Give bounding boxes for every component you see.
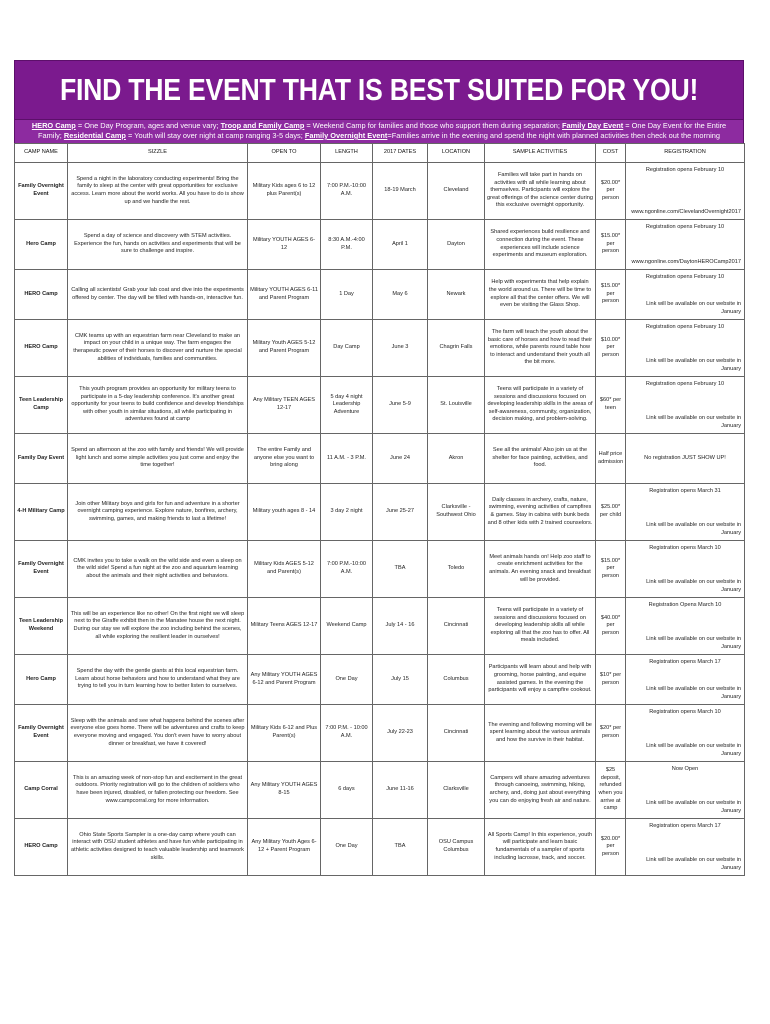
location: Dayton bbox=[428, 220, 485, 270]
registration-link[interactable]: Link will be available on our website in January bbox=[646, 800, 741, 814]
event-sheet bbox=[14, 60, 744, 1012]
table-row bbox=[15, 655, 745, 705]
registration bbox=[626, 655, 745, 705]
open-to: Any Military YOUTH AGES 8-15 bbox=[248, 762, 321, 819]
registration bbox=[626, 377, 745, 434]
open-to: Military YOUTH AGES 6-11 and Parent Program bbox=[248, 270, 321, 320]
sizzle-text: Spend the day with the gentle giants at this local equestrian farm. Learn about horse behaviors and how to understand what they are trying to tell you in turn learning how to better listen to ourselves. bbox=[68, 655, 248, 705]
registration-link[interactable]: www.ngonline.com/ClevelandOvernight2017 bbox=[631, 208, 741, 215]
sizzle-text: CMK invites you to take a walk on the wild side and even a sleep on the wild side! Spend a fun night at the zoo and aquarium learning about the animals and their night activities and behaviors. bbox=[68, 541, 248, 598]
registration-note: No registration JUST SHOW UP! bbox=[644, 454, 726, 461]
registration bbox=[626, 598, 745, 655]
event-dates: June 3 bbox=[373, 320, 428, 377]
cost: $20.00* per person bbox=[596, 163, 626, 220]
open-to: Military Kids AGES 5-12 and Parent(s) bbox=[248, 541, 321, 598]
event-dates: April 1 bbox=[373, 220, 428, 270]
legend-term: Family Day Event bbox=[562, 121, 624, 130]
event-dates: July 14 - 16 bbox=[373, 598, 428, 655]
intro-legend bbox=[14, 120, 744, 143]
sizzle-text: Join other Military boys and girls for fun and adventure in a shorter overnight camping experience. Explore nature, bonfires, archery, swimming, games, and making friends to last a lifetime! bbox=[68, 484, 248, 541]
location: Newark bbox=[428, 270, 485, 320]
legend-definition: =Families arrive in the evening and spend the night with planned activities then check out the morning bbox=[387, 131, 720, 140]
sample-activities: Campers will share amazing adventures through canoeing, swimming, hiking, archery, and, doing just about everything you can do enjoying fresh air and nature. bbox=[485, 762, 596, 819]
registration-opens: Now Open bbox=[671, 765, 699, 772]
open-to: Any Military TEEN AGES 12-17 bbox=[248, 377, 321, 434]
registration bbox=[626, 434, 745, 484]
sample-activities: The evening and following morning will be spent learning about the various animals and how the survive in their habitat. bbox=[485, 705, 596, 762]
cost: Half price admission bbox=[596, 434, 626, 484]
registration-info bbox=[629, 321, 741, 376]
location: Akron bbox=[428, 434, 485, 484]
cost: $10.00* per person bbox=[596, 320, 626, 377]
camp-name: Family Overnight Event bbox=[15, 163, 68, 220]
open-to: The entire Family and anyone else you want to bring along bbox=[248, 434, 321, 484]
length: 8:30 A.M.-4:00 P.M. bbox=[321, 220, 373, 270]
camp-name: HERO Camp bbox=[15, 320, 68, 377]
sizzle-text: Spend a night in the laboratory conducting experiments! Bring the family to sleep at the center with great opportunities for exclusive access. Learn more about the world works. All you have to do is show up and we handle the rest. bbox=[68, 163, 248, 220]
registration-opens: Registration opens March 17 bbox=[649, 658, 721, 665]
length: 1 Day bbox=[321, 270, 373, 320]
event-dates: TBA bbox=[373, 541, 428, 598]
registration-opens: Registration opens February 10 bbox=[645, 323, 725, 330]
column-header: 2017 DATES bbox=[373, 144, 428, 163]
registration-opens: Registration opens March 31 bbox=[649, 487, 721, 494]
sample-activities: Teens will participate in a variety of sessions and discussions focused on developing leadership skills all while exploring all that the zoo has to offer. All meals included. bbox=[485, 598, 596, 655]
sizzle-text: Calling all scientists! Grab your lab coat and dive into the experiments offered by center. The day will be filled with hands-on, interactive fun. bbox=[68, 270, 248, 320]
registration-info bbox=[629, 599, 741, 654]
registration-link[interactable]: Link will be available on our website in January bbox=[646, 522, 741, 536]
location: Chagrin Falls bbox=[428, 320, 485, 377]
registration-opens: Registration opens February 10 bbox=[645, 223, 725, 230]
sample-activities: Participants will learn about and help with grooming, horse painting, and equine assisted games. In the evening the participants will enjoy a campfire cookout. bbox=[485, 655, 596, 705]
open-to: Military Kids ages 6 to 12 plus Parent(s) bbox=[248, 163, 321, 220]
location: Cleveland bbox=[428, 163, 485, 220]
registration-info bbox=[629, 656, 741, 704]
length: 7:00 P.M. - 10:00 A.M. bbox=[321, 705, 373, 762]
cost: $40.00* per person bbox=[596, 598, 626, 655]
registration-info bbox=[629, 485, 741, 540]
camp-name: Family Overnight Event bbox=[15, 705, 68, 762]
column-header: SAMPLE ACTIVITIES bbox=[485, 144, 596, 163]
event-dates: June 25-27 bbox=[373, 484, 428, 541]
camp-name: HERO Camp bbox=[15, 819, 68, 876]
open-to: Military Kids 6-12 and Plus Parent(s) bbox=[248, 705, 321, 762]
camp-name: Teen Leadership Weekend bbox=[15, 598, 68, 655]
sizzle-text: Spend a day of science and discovery with STEM activities. Experience the fun, hands on activities and experiments that will be sure to challenge and inspire. bbox=[68, 220, 248, 270]
sample-activities: See all the animals! Also join us at the shelter for face painting, activities, and food. bbox=[485, 434, 596, 484]
location: Cincinnati bbox=[428, 705, 485, 762]
registration bbox=[626, 819, 745, 876]
length: 3 day 2 night bbox=[321, 484, 373, 541]
event-dates: July 15 bbox=[373, 655, 428, 705]
camp-name: Hero Camp bbox=[15, 655, 68, 705]
table-row bbox=[15, 270, 745, 320]
registration-link[interactable]: Link will be available on our website in January bbox=[646, 857, 741, 871]
cost: $15.00* per person bbox=[596, 270, 626, 320]
camp-name: Teen Leadership Camp bbox=[15, 377, 68, 434]
column-header: LOCATION bbox=[428, 144, 485, 163]
camp-name: HERO Camp bbox=[15, 270, 68, 320]
registration bbox=[626, 541, 745, 598]
column-header: LENGTH bbox=[321, 144, 373, 163]
table-row bbox=[15, 320, 745, 377]
table-row bbox=[15, 163, 745, 220]
registration-opens: Registration opens March 10 bbox=[649, 544, 721, 551]
table-row bbox=[15, 705, 745, 762]
registration bbox=[626, 705, 745, 762]
location: Columbus bbox=[428, 655, 485, 705]
title-banner bbox=[14, 60, 744, 120]
sizzle-text: This is an amazing week of non-stop fun and excitement in the great outdoors. Priority registration will go to the children of soldiers who have been injured, disabled, or fallen protecting our freedom. See www.campcorral.org for more information. bbox=[68, 762, 248, 819]
location: Toledo bbox=[428, 541, 485, 598]
registration-info bbox=[629, 542, 741, 597]
sample-activities: The farm will teach the youth about the basic care of horses and how to read their emotions, while parents round table how to interact and understand their youth all the bit more. bbox=[485, 320, 596, 377]
registration-info bbox=[629, 164, 741, 219]
table-row bbox=[15, 434, 745, 484]
registration-info bbox=[629, 271, 741, 319]
sample-activities: Teens will participate in a variety of sessions and discussions focused on developing leadership skills in the areas of self-awareness, community, organization, decision making, and problem-solving. bbox=[485, 377, 596, 434]
legend-term: HERO Camp bbox=[31, 121, 76, 130]
registration-link[interactable]: Link will be available on our website in January bbox=[646, 636, 741, 650]
column-header: OPEN TO bbox=[248, 144, 321, 163]
legend-definition: = Weekend Camp for families and those who support them during separation; bbox=[304, 121, 563, 130]
event-dates: June 11-16 bbox=[373, 762, 428, 819]
sample-activities: Meet animals hands on! Help zoo staff to create enrichment activities for the animals. An evening snack and breakfast will be provided. bbox=[485, 541, 596, 598]
registration-link[interactable]: Link will be available on our website in January bbox=[646, 579, 741, 593]
table-row bbox=[15, 762, 745, 819]
cost: $60* per teen bbox=[596, 377, 626, 434]
length: One Day bbox=[321, 655, 373, 705]
registration-opens: Registration opens February 10 bbox=[645, 273, 725, 280]
sizzle-text: Ohio State Sports Sampler is a one-day camp where youth can interact with OSU student athletes and have fun while participating in athletic activities designed to teach valuable leadership and teamwork skills. bbox=[68, 819, 248, 876]
event-dates: June 24 bbox=[373, 434, 428, 484]
table-row bbox=[15, 484, 745, 541]
sizzle-text: Spend an afternoon at the zoo with family and friends! We will provide light lunch and some simple activities you just come and enjoy the time together! bbox=[68, 434, 248, 484]
table-row bbox=[15, 541, 745, 598]
registration-info bbox=[629, 378, 741, 433]
sample-activities: Shared experiences build resilience and connection during the event. These experiences will include science experiments and museum exploration. bbox=[485, 220, 596, 270]
column-header: COST bbox=[596, 144, 626, 163]
sample-activities: Families will take part in hands on activities with all while learning about themselves. Participants will explore the great offerings of the science center during this exclusive overnight opportunity. bbox=[485, 163, 596, 220]
table-row bbox=[15, 819, 745, 876]
registration-info bbox=[629, 763, 741, 818]
cost: $10* per person bbox=[596, 655, 626, 705]
sizzle-text: This youth program provides an opportunity for military teens to participate in a 5-day leadership conference. It's another great opportunity for your teens to build confidence and develop friendships with other youth in similar situations, all while participating in adventures found at camp bbox=[68, 377, 248, 434]
length: 6 days bbox=[321, 762, 373, 819]
legend-term: Family Overnight Event bbox=[304, 131, 388, 140]
sample-activities: All Sports Camp! In this experience, youth will participate and learn basic fundamentals of a sampler of sports including lacrosse, track, and soccer. bbox=[485, 819, 596, 876]
open-to: Military youth ages 8 - 14 bbox=[248, 484, 321, 541]
length: Weekend Camp bbox=[321, 598, 373, 655]
table-row bbox=[15, 220, 745, 270]
camp-name: Camp Corral bbox=[15, 762, 68, 819]
registration-link[interactable]: Link will be available on our website in January bbox=[646, 358, 741, 372]
event-dates: 18-19 March bbox=[373, 163, 428, 220]
camp-name: Family Day Event bbox=[15, 434, 68, 484]
cost: $25 deposit, refunded when you arrive at camp bbox=[596, 762, 626, 819]
column-header: CAMP NAME bbox=[15, 144, 68, 163]
registration-link[interactable]: Link will be available on our website in January bbox=[646, 686, 741, 700]
length: One Day bbox=[321, 819, 373, 876]
registration-opens: Registration Opens March 10 bbox=[648, 601, 722, 608]
registration-info bbox=[629, 820, 741, 875]
registration bbox=[626, 762, 745, 819]
camp-name: Hero Camp bbox=[15, 220, 68, 270]
open-to: Any Military Youth Ages 6-12 + Parent Program bbox=[248, 819, 321, 876]
events-table bbox=[14, 143, 745, 876]
camp-name: 4-H Military Camp bbox=[15, 484, 68, 541]
sizzle-text: CMK teams up with an equestrian farm near Cleveland to make an impact on your child in a unique way. The farm engages the therapeutic power of their horses to discover and nurture the special abilities of individuals, families and communities. bbox=[68, 320, 248, 377]
registration bbox=[626, 163, 745, 220]
column-header: REGISTRATION bbox=[626, 144, 745, 163]
cost: $25.00* per child bbox=[596, 484, 626, 541]
length: 11 A.M. - 3 P.M. bbox=[321, 434, 373, 484]
registration bbox=[626, 270, 745, 320]
sample-activities: Help with experiments that help explain the world around us. There will be time to explore all that the center offers. We will even be visiting the Glass Shop. bbox=[485, 270, 596, 320]
registration-opens: Registration opens March 17 bbox=[649, 822, 721, 829]
registration-link[interactable]: Link will be available on our website in January bbox=[646, 301, 741, 315]
sample-activities: Daily classes in archery, crafts, nature, swimming, evening activities of campfires & games. Stay in cabins with bunk beds and 8 other kids with 2 trained counselors. bbox=[485, 484, 596, 541]
location: Clarksville bbox=[428, 762, 485, 819]
location: St. Louisville bbox=[428, 377, 485, 434]
event-dates: TBA bbox=[373, 819, 428, 876]
table-row bbox=[15, 377, 745, 434]
sizzle-text: Sleep with the animals and see what happens behind the scenes after everyone else goes home. There will be adventures and crafts to keep everyone moving and engaged. You don't even have to worry about dinner or breakfast, we have it covered! bbox=[68, 705, 248, 762]
event-dates: June 5-9 bbox=[373, 377, 428, 434]
registration bbox=[626, 320, 745, 377]
open-to: Any Military YOUTH AGES 6-12 and Parent Program bbox=[248, 655, 321, 705]
event-dates: July 22-23 bbox=[373, 705, 428, 762]
registration-link[interactable]: Link will be available on our website in January bbox=[646, 415, 741, 429]
legend-term: Troop and Family Camp bbox=[220, 121, 305, 130]
cost: $15.00* per person bbox=[596, 220, 626, 270]
location: Clarksville - Southwest Ohio bbox=[428, 484, 485, 541]
location: OSU Campus Columbus bbox=[428, 819, 485, 876]
registration bbox=[626, 484, 745, 541]
open-to: Military Teens AGES 12-17 bbox=[248, 598, 321, 655]
page-title: FIND THE EVENT THAT IS BEST SUITED FOR YOU! bbox=[59, 72, 699, 107]
legend-definition: = One Day Program, ages and venue vary; bbox=[75, 121, 221, 130]
location: Cincinnati bbox=[428, 598, 485, 655]
length: 7:00 P.M.-10:00 A.M. bbox=[321, 163, 373, 220]
registration-opens: Registration opens March 10 bbox=[649, 708, 721, 715]
length: 7:00 P.M.-10:00 A.M. bbox=[321, 541, 373, 598]
registration-info bbox=[629, 221, 741, 269]
cost: $20.00* per person bbox=[596, 819, 626, 876]
cost: $15.00* per person bbox=[596, 541, 626, 598]
registration-link[interactable]: Link will be available on our website in January bbox=[646, 743, 741, 757]
registration bbox=[626, 220, 745, 270]
table-row bbox=[15, 598, 745, 655]
registration-opens: Registration opens February 10 bbox=[645, 166, 725, 173]
registration-info bbox=[629, 435, 741, 483]
camp-name: Family Overnight Event bbox=[15, 541, 68, 598]
sizzle-text: This will be an experience like no other! On the first night we will sleep next to the Giraffe exhibit then in the Manatee house the next night. During our stay we will explore the zoo including behind the scenes, all while exploring the resilient leader in ourselves! bbox=[68, 598, 248, 655]
registration-link[interactable]: www.ngonline.com/DaytonHEROCamp2017 bbox=[631, 258, 741, 265]
header-row bbox=[15, 144, 745, 163]
legend-definition: = Youth will stay over night at camp ranging 3-5 days; bbox=[125, 131, 305, 140]
legend-definition: = One Day Event for the Entire Family; bbox=[38, 121, 727, 140]
length: 5 day 4 night Leadership Adventure bbox=[321, 377, 373, 434]
open-to: Military Youth AGES 5-12 and Parent Program bbox=[248, 320, 321, 377]
open-to: Military YOUTH AGES 6-12 bbox=[248, 220, 321, 270]
registration-info bbox=[629, 706, 741, 761]
registration-opens: Registration opens February 10 bbox=[645, 380, 725, 387]
legend-term: Residential Camp bbox=[63, 131, 126, 140]
column-header: SIZZLE bbox=[68, 144, 248, 163]
length: Day Camp bbox=[321, 320, 373, 377]
event-dates: May 6 bbox=[373, 270, 428, 320]
cost: $20* per person bbox=[596, 705, 626, 762]
